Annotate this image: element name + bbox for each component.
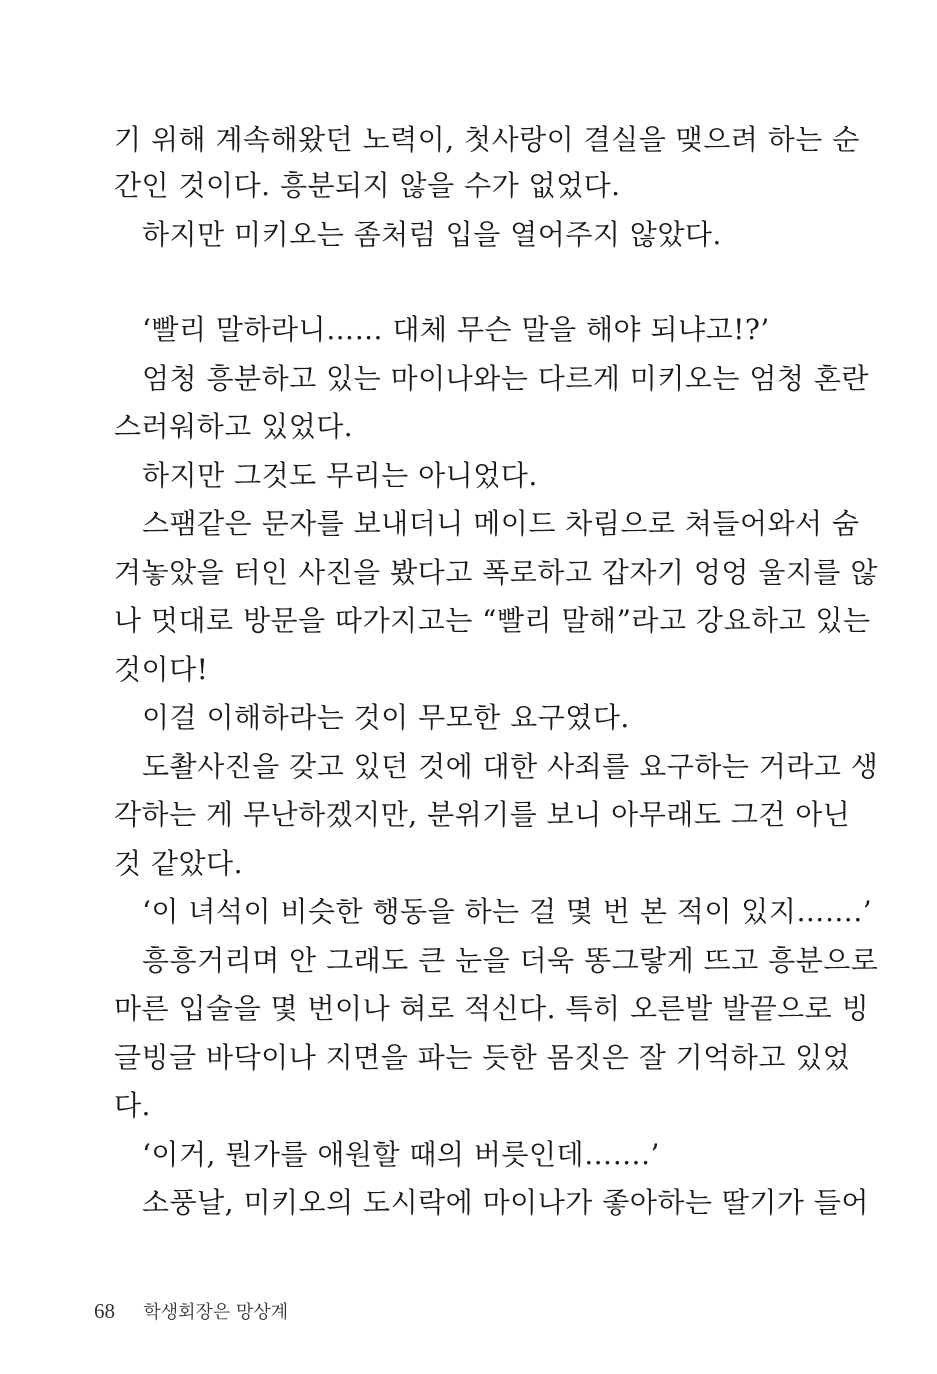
text-line: 것이다! <box>114 653 209 686</box>
text-line: 엄청 흥분하고 있는 마이나와는 다르게 미키오는 엄청 혼란 <box>142 362 869 395</box>
text-line: 겨놓았을 터인 사진을 봤다고 폭로하고 갑자기 엉엉 울지를 않 <box>114 556 878 589</box>
text-line: ‘빨리 말하라니…… 대체 무슨 말을 해야 되냐고!?’ <box>142 313 770 346</box>
text-line: 흥흥거리며 안 그래도 큰 눈을 더욱 똥그랗게 뜨고 흥분으로 <box>142 944 879 977</box>
text-line: 스팸같은 문자를 보내더니 메이드 차림으로 쳐들어와서 숨 <box>142 507 860 540</box>
text-line: 하지만 그것도 무리는 아니었다. <box>142 459 538 492</box>
text-line: ‘이거, 뭔가를 애원할 때의 버릇인데…….’ <box>142 1138 660 1171</box>
text-line: 다. <box>114 1089 151 1122</box>
text-line: 이걸 이해하라는 것이 무모한 요구였다. <box>142 701 630 734</box>
text-line: 소풍날, 미키오의 도시락에 마이나가 좋아하는 딸기가 들어 <box>142 1186 869 1219</box>
page-number: 68 <box>94 1299 115 1323</box>
text-line: 글빙글 바닥이나 지면을 파는 듯한 몸짓은 잘 기억하고 있었 <box>114 1041 851 1074</box>
text-line: 마른 입술을 몇 번이나 혀로 적신다. 특히 오른발 발끝으로 빙 <box>114 992 870 1025</box>
page-footer <box>94 1296 288 1326</box>
running-title: 학생회장은 망상계 <box>143 1302 289 1323</box>
text-line: 것 같았다. <box>114 847 243 880</box>
text-line: 나 멋대로 방문을 따가지고는 “빨리 말해”라고 강요하고 있는 <box>114 604 871 637</box>
text-line: 스러워하고 있었다. <box>114 410 354 443</box>
text-line: ‘이 녀석이 비슷한 행동을 하는 걸 몇 번 본 적이 있지…….’ <box>142 895 873 928</box>
text-line: 기 위해 계속해왔던 노력이, 첫사랑이 결실을 맺으려 하는 순 <box>114 123 860 156</box>
text-line: 각하는 게 무난하겠지만, 분위기를 보니 아무래도 그건 아닌 <box>114 798 851 831</box>
text-line: 도촬사진을 갖고 있던 것에 대한 사죄를 요구하는 거라고 생 <box>142 750 879 783</box>
text-line: 하지만 미키오는 좀처럼 입을 열어주지 않았다. <box>142 218 722 251</box>
text-line: 간인 것이다. 흥분되지 않을 수가 없었다. <box>114 169 621 202</box>
